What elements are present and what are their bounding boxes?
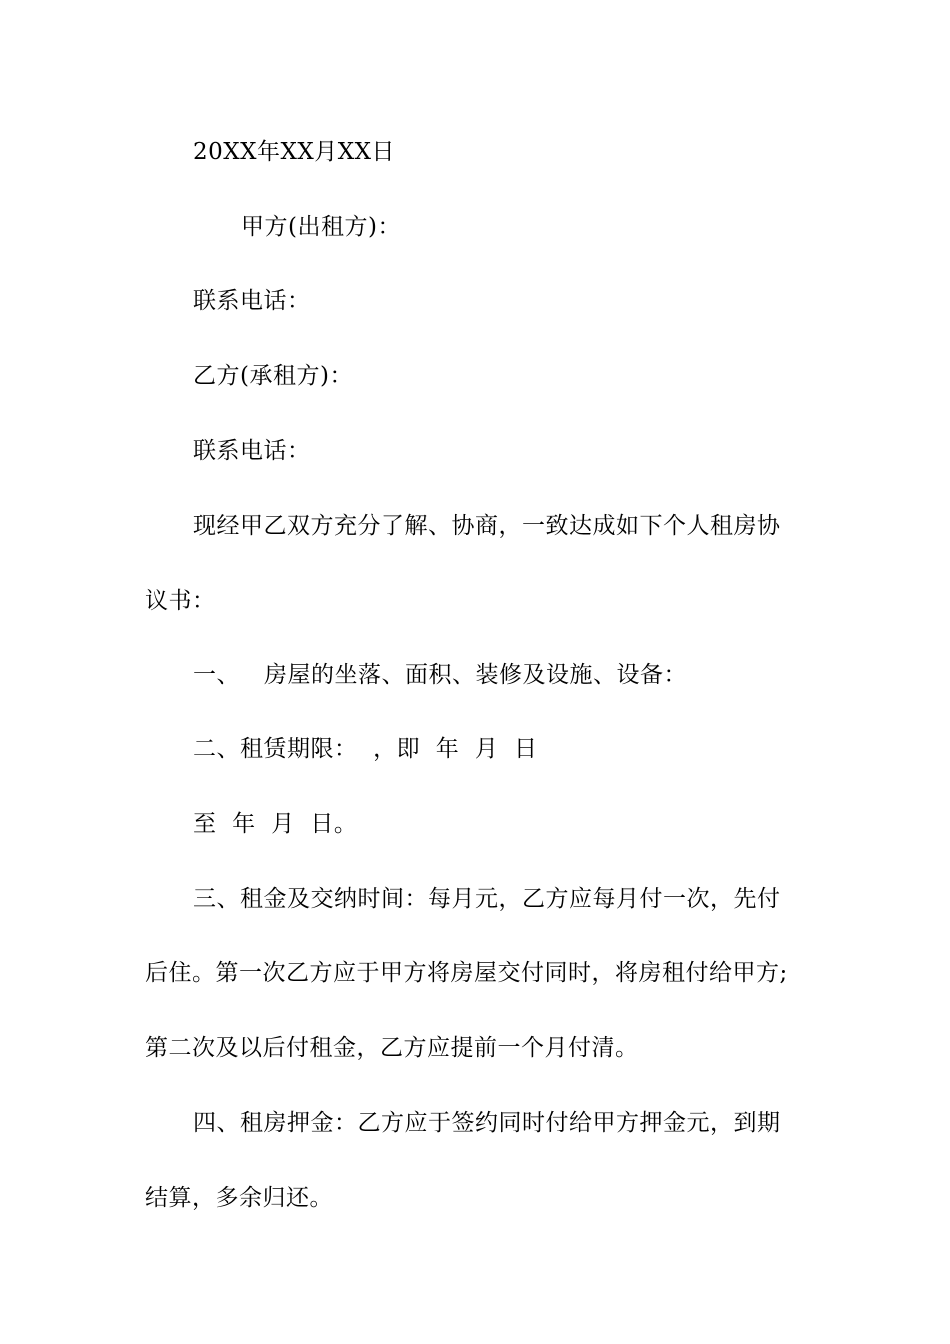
clause-1-text: 房屋的坐落、面积、装修及设施、设备：: [264, 662, 687, 688]
intro-paragraph-line-1: 现经甲乙双方充分了解、协商，一致达成如下个人租房协: [193, 513, 781, 539]
clause-4-line-1: 四、租房押金：乙方应于签约同时付给甲方押金元，到期: [193, 1110, 781, 1136]
clause-3-line-2: 后住。第一次乙方应于甲方将房屋交付同时，将房租付给甲方;: [145, 960, 788, 986]
party-a-phone-label: 联系电话：: [193, 288, 311, 314]
clause-1-number: 一、: [193, 662, 240, 688]
clause-2-line-2: 至 年 月 日。: [193, 811, 358, 837]
party-a-label: 甲方(出租方)：: [241, 214, 401, 240]
party-b-label: 乙方(承租方)：: [193, 363, 353, 389]
contract-date: 20XX年XX月XX日: [193, 139, 396, 165]
clause-4-line-2: 结算，多余归还。: [145, 1185, 333, 1211]
intro-paragraph-line-2: 议书：: [145, 588, 216, 614]
clause-1: [193, 660, 687, 690]
clause-2-line-1: 二、租赁期限： ，即 年 月 日: [193, 736, 538, 762]
party-b-phone-label: 联系电话：: [193, 438, 311, 464]
clause-3-line-3: 第二次及以后付租金，乙方应提前一个月付清。: [145, 1035, 639, 1061]
clause-3-line-1: 三、租金及交纳时间：每月元，乙方应每月付一次，先付: [193, 886, 781, 912]
